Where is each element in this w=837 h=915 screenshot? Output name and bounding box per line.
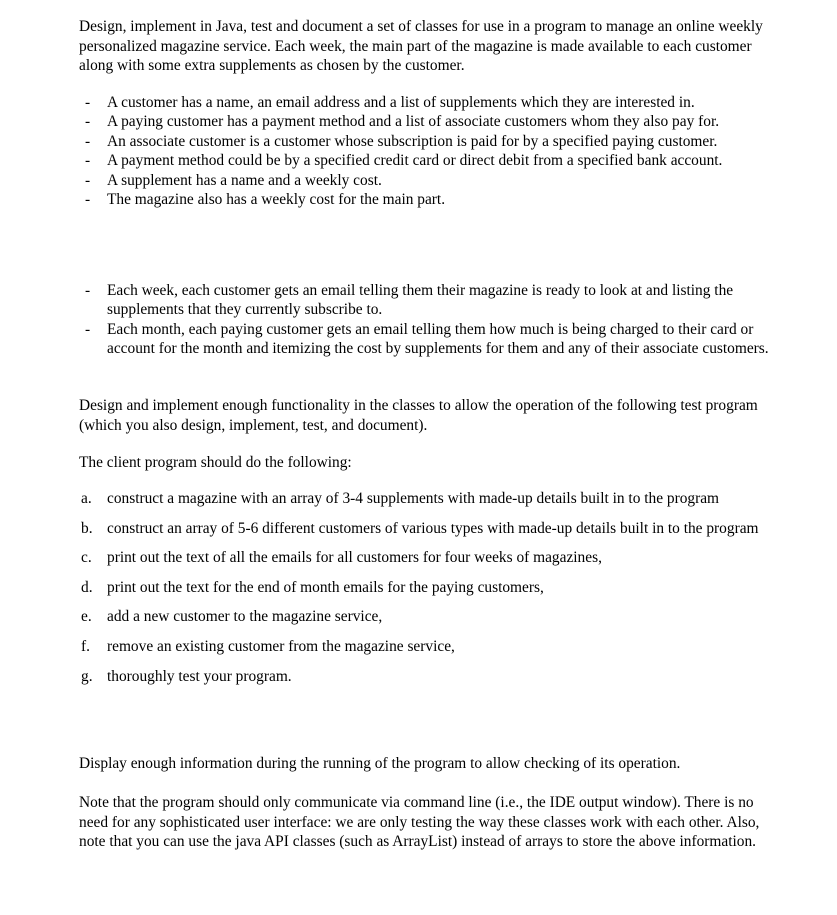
bullet-dash: -: [85, 320, 91, 338]
step-text: add a new customer to the magazine service,: [107, 608, 383, 626]
list-item-text: The magazine also has a weekly cost for the main part.: [107, 191, 446, 209]
list-item: [79, 112, 749, 131]
list-item: [79, 281, 769, 320]
list-item-text: Each month, each paying customer gets an email telling them how much is being charged to their card or account for the month and itemizing the cost by supplements for them and any of their associate customers.: [107, 320, 769, 358]
step-marker: f.: [81, 637, 90, 655]
step-text: construct an array of 5-6 different customers of various types with made-up details built in to the program: [107, 519, 759, 537]
step-marker: a.: [81, 490, 92, 507]
step-item: [79, 637, 779, 657]
step-marker: b.: [81, 519, 93, 537]
note-paragraph: Note that the program should only communicate via command line (i.e., the IDE output window). There is no need for any sophisticated user interface: we are only testing the way these classes work with each other. Also, note that you can use the java API classes (such as ArrayList) instead of arrays to store the above information.: [79, 794, 760, 851]
step-marker: e.: [81, 608, 92, 626]
step-item: [79, 519, 779, 539]
step-item: [79, 548, 779, 568]
step-text: print out the text for the end of month emails for the paying customers,: [107, 578, 544, 596]
bullet-dash: -: [85, 191, 91, 209]
step-text: remove an existing customer from the magazine service,: [107, 637, 455, 655]
list-item: [79, 132, 749, 151]
step-item: [79, 667, 779, 687]
email-requirements-list: [79, 281, 769, 359]
bullet-dash: -: [85, 113, 91, 131]
list-item: [79, 190, 749, 209]
bullet-dash: -: [85, 94, 91, 111]
bullet-dash: -: [85, 132, 91, 150]
list-item-text: Each week, each customer gets an email telling them their magazine is ready to look at and listing the supplements that they currently subscribe to.: [107, 282, 734, 319]
design-paragraph: Design and implement enough functionality in the classes to allow the operation of the following test program (which you also design, implement, test, and document).: [79, 397, 758, 434]
list-item-text: An associate customer is a customer whose subscription is paid for by a specified paying customer.: [107, 132, 718, 150]
bullet-dash: -: [85, 282, 91, 299]
step-text: construct a magazine with an array of 3-4 supplements with made-up details built in to the program: [107, 490, 720, 507]
bullet-dash: -: [85, 171, 91, 189]
step-item: [79, 578, 779, 598]
step-marker: g.: [81, 667, 93, 685]
step-item: [79, 489, 779, 509]
list-item-text: A customer has a name, an email address and a list of supplements which they are interested in.: [107, 94, 695, 111]
step-item: [79, 607, 779, 627]
step-marker: d.: [81, 578, 93, 596]
list-item-text: A paying customer has a payment method and a list of associate customers whom they also pay for.: [107, 113, 720, 131]
list-item: [79, 320, 769, 359]
requirements-list: [79, 93, 749, 209]
client-steps-list: [79, 489, 779, 696]
bullet-dash: -: [85, 152, 91, 170]
client-intro: The client program should do the following:: [79, 454, 352, 471]
list-item: [79, 151, 749, 170]
intro-paragraph: Design, implement in Java, test and document a set of classes for use in a program to manage an online weekly personalized magazine service. Each week, the main part of the magazine is made available to each customer along with some extra supplements as chosen by the customer.: [79, 18, 763, 75]
list-item: [79, 171, 749, 190]
step-marker: c.: [81, 549, 92, 567]
step-text: thoroughly test your program.: [107, 667, 292, 685]
list-item-text: A payment method could be by a specified credit card or direct debit from a specified bank account.: [107, 152, 723, 170]
list-item: [79, 93, 749, 112]
list-item-text: A supplement has a name and a weekly cost.: [107, 171, 382, 189]
display-paragraph: Display enough information during the running of the program to allow checking of its operation.: [79, 755, 681, 772]
step-text: print out the text of all the emails for all customers for four weeks of magazines,: [107, 549, 602, 567]
